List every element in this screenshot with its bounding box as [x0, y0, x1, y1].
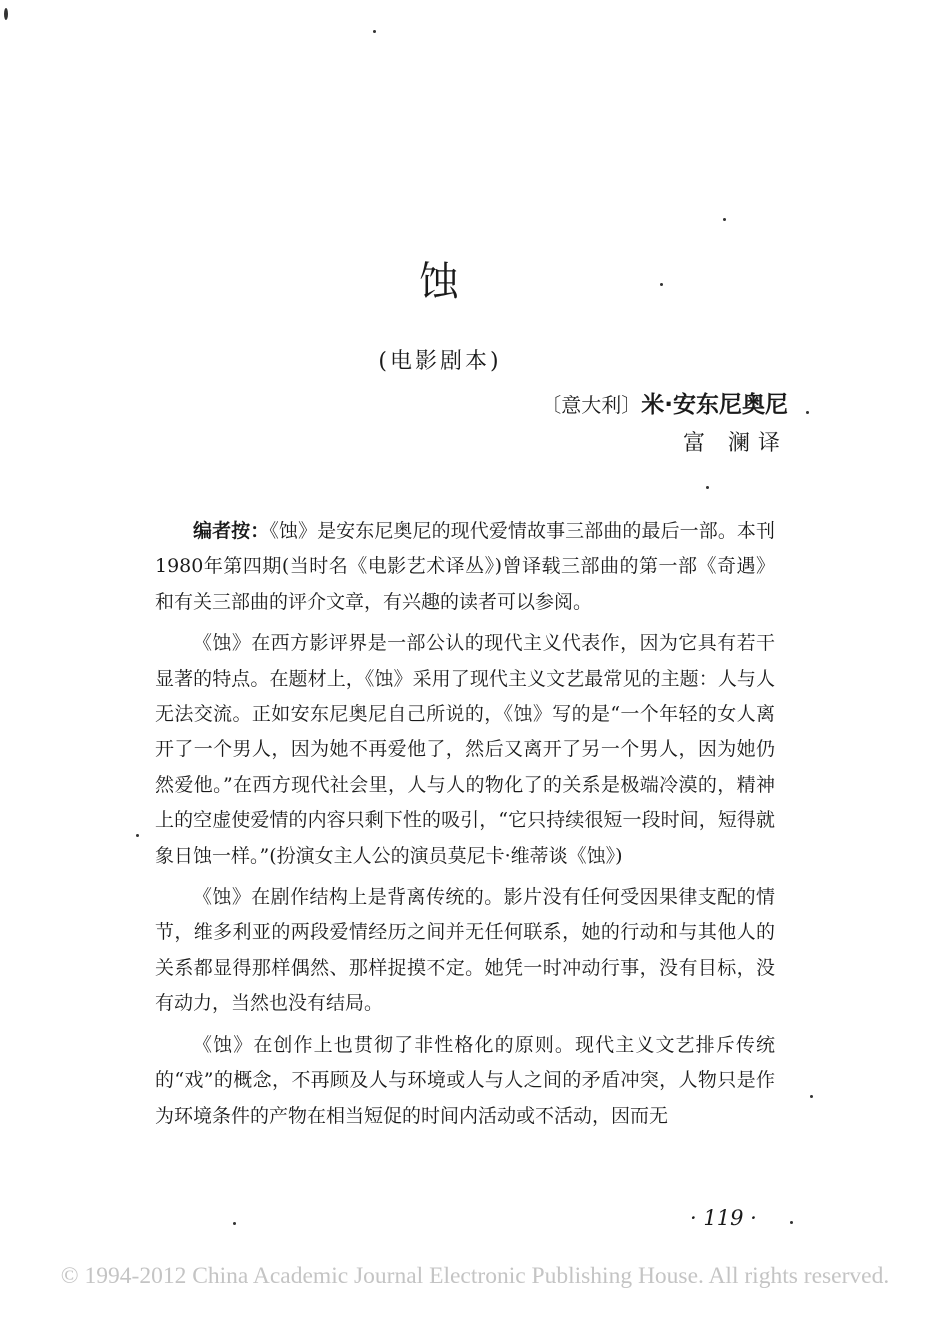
- copyright-footer: © 1994-2012 China Academic Journal Electronic Publishing House. All rights reserved.: [60, 1263, 890, 1289]
- scan-speck: [136, 834, 139, 837]
- body-paragraph: 《蚀》在剧作结构上是背离传统的。影片没有任何受因果律支配的情节，维多利亚的两段爱情经历之间并无任何联系，她的行动和与其他人的关系都显得那样偶然、那样捉摸不定。她凭一时冲动行事，没有目标，没有动力，当然也没有结局。: [155, 886, 775, 1015]
- editor-note-paragraph: [155, 514, 775, 620]
- author-country: 〔意大利〕: [541, 393, 642, 417]
- article-body: [155, 514, 775, 1140]
- body-paragraph: 《蚀》在创作上也贯彻了非性格化的原则。现代主义文艺排斥传统的“戏”的概念，不再顾及人与环境或人与人之间的矛盾冲突，人物只是作为环境条件的产物在相当短促的时间内活动或不活动，因而无: [155, 1033, 775, 1127]
- author-line: [541, 386, 788, 419]
- scan-speck: [723, 218, 726, 221]
- article-subtitle: (电影剧本): [378, 349, 502, 374]
- scan-speck: [806, 411, 809, 414]
- scan-speck: [660, 283, 663, 286]
- paragraph-text: 《蚀》是安东尼奥尼的现代爱情故事三部曲的最后一部。本刊1980年第四期(当时名《电影艺术译丛》)曾译载三部曲的第一部《奇遇》和有关三部曲的评介文章，有兴趣的读者可以参阅。: [155, 520, 775, 613]
- scan-speck: [373, 30, 376, 33]
- translator-line: 富 澜译: [683, 431, 788, 456]
- page-number: · 119 ·: [690, 1206, 757, 1230]
- scan-speck: [4, 8, 8, 20]
- body-paragraph: 《蚀》在西方影评界是一部公认的现代主义代表作，因为它具有若干显著的特点。在题材上，《蚀》采用了现代主义文艺最常见的主题：人与人无法交流。正如安东尼奥尼自己所说的，《蚀》写的是“一个年轻的女人离开了一个男人，因为她不再爱他了，然后又离开了另一个男人，因为她仍然爱他。”在西方现代社会里，人与人的物化了的关系是极端冷漠的，精神上的空虚使爱情的内容只剩下性的吸引，“它只持续很短一段时间，短得就象日蚀一样。”(扮演女主人公的演员莫尼卡·维蒂谈《蚀》): [155, 632, 775, 867]
- scan-speck: [233, 1222, 236, 1225]
- editor-note-label: 编者按：: [193, 520, 270, 542]
- scan-speck: [706, 486, 709, 489]
- article-title: 蚀: [419, 259, 461, 305]
- scan-speck: [790, 1221, 793, 1224]
- author-name: 米·安东尼奥尼: [641, 392, 788, 418]
- scan-speck: [810, 1095, 813, 1098]
